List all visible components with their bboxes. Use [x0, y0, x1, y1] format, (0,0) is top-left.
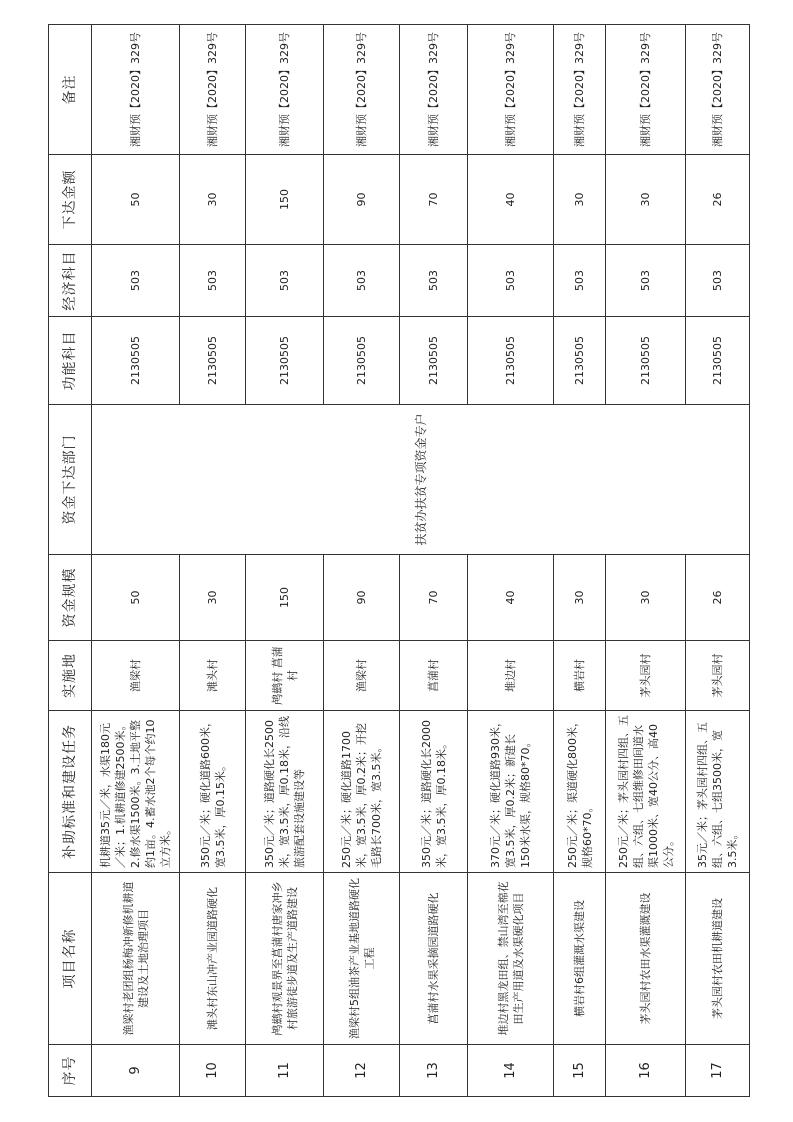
project-place: 横岩村: [553, 641, 605, 711]
header-cell: 经济科目: [48, 245, 91, 317]
project-task: 35元／米；茅头园村四组、五组、六组、七组3500米，宽3.5米。: [685, 711, 749, 873]
economic-code: 503: [179, 245, 245, 317]
remark: 湘财预【2020】329号: [685, 25, 749, 155]
fund-scale: 30: [553, 555, 605, 641]
project-task: 机耕道35元／米，水渠180元／米；1.机耕道修建2500米。2.修水渠1500米。3.土地平整约1亩。4.蓄水池2个每个约10立方米。: [91, 711, 179, 873]
economic-code: 503: [467, 245, 553, 317]
table-row: [553, 25, 605, 1097]
row-number: 14: [467, 1045, 553, 1097]
function-code: 2130505: [467, 317, 553, 405]
fund-scale: 30: [605, 555, 685, 641]
economic-code: 503: [553, 245, 605, 317]
allocated-amount: 90: [323, 155, 399, 245]
economic-code: 503: [685, 245, 749, 317]
project-place: 滩头村: [179, 641, 245, 711]
funding-department: 扶贫办扶贫专项资金专户: [91, 405, 749, 555]
allocated-amount: 30: [605, 155, 685, 245]
remark: 湘财预【2020】329号: [605, 25, 685, 155]
project-task: 250元／米；硬化道路1700米，宽3.5米，厚0.2米；开挖毛路长700米，宽3.5米。: [323, 711, 399, 873]
remark: 湘财预【2020】329号: [179, 25, 245, 155]
project-place: 渔梁村: [91, 641, 179, 711]
table-row: [467, 25, 553, 1097]
header-cell: 资金下达部门: [48, 405, 91, 555]
fund-scale: 30: [179, 555, 245, 641]
table-row: [323, 25, 399, 1097]
project-fund-table: [48, 24, 750, 1097]
project-name: 渔梁村5组油茶产业基地道路硬化工程: [323, 873, 399, 1045]
header-row: [48, 25, 91, 1097]
project-name: 鸬鹚村观景界至菖蒲村唐家冲乡村旅游徒步道及生产道路建设: [245, 873, 323, 1045]
economic-code: 503: [91, 245, 179, 317]
table-row: [399, 25, 467, 1097]
project-task: 370元／米；硬化道路930米，宽3.5米，厚0.2米；新建长150米水渠，规格80*70。: [467, 711, 553, 873]
project-place: 渔梁村: [323, 641, 399, 711]
table-row: [91, 25, 179, 1097]
allocated-amount: 40: [467, 155, 553, 245]
remark: 湘财预【2020】329号: [399, 25, 467, 155]
allocated-amount: 30: [553, 155, 605, 245]
function-code: 2130505: [685, 317, 749, 405]
allocated-amount: 70: [399, 155, 467, 245]
project-place: 茅头园村: [605, 641, 685, 711]
project-name: 菖蒲村水果采摘园道路硬化: [399, 873, 467, 1045]
remark: 湘财预【2020】329号: [467, 25, 553, 155]
header-cell: 资金规模: [48, 555, 91, 641]
table-row: [245, 25, 323, 1097]
allocated-amount: 30: [179, 155, 245, 245]
header-cell: 序号: [48, 1045, 91, 1097]
header-cell: 实施地: [48, 641, 91, 711]
project-place: 堆边村: [467, 641, 553, 711]
economic-code: 503: [605, 245, 685, 317]
header-cell: 功能科目: [48, 317, 91, 405]
table-row: [179, 25, 245, 1097]
project-place: 菖蒲村: [399, 641, 467, 711]
function-code: 2130505: [245, 317, 323, 405]
project-name: 滩头村东山冲产业园道路硬化: [179, 873, 245, 1045]
project-task: 250元／米；茅头园村四组、五组、六组、七组维修田间道水渠1000米、宽40公分、高40公分。: [605, 711, 685, 873]
fund-scale: 90: [323, 555, 399, 641]
table-row: [605, 25, 685, 1097]
project-place: 鸬鹚村 菖蒲村: [245, 641, 323, 711]
header-cell: 备注: [48, 25, 91, 155]
economic-code: 503: [399, 245, 467, 317]
function-code: 2130505: [605, 317, 685, 405]
function-code: 2130505: [399, 317, 467, 405]
economic-code: 503: [245, 245, 323, 317]
table-row: [685, 25, 749, 1097]
row-number: 12: [323, 1045, 399, 1097]
fund-scale: 40: [467, 555, 553, 641]
header-cell: 补助标准和建设任务: [48, 711, 91, 873]
function-code: 2130505: [91, 317, 179, 405]
row-number: 16: [605, 1045, 685, 1097]
row-number: 11: [245, 1045, 323, 1097]
remark: 湘财预【2020】329号: [245, 25, 323, 155]
project-name: 茅头园村农田水渠灌溉建设: [605, 873, 685, 1045]
row-number: 9: [91, 1045, 179, 1097]
allocated-amount: 150: [245, 155, 323, 245]
row-number: 15: [553, 1045, 605, 1097]
function-code: 2130505: [179, 317, 245, 405]
remark: 湘财预【2020】329号: [553, 25, 605, 155]
fund-scale: 26: [685, 555, 749, 641]
header-cell: 项目名称: [48, 873, 91, 1045]
allocated-amount: 50: [91, 155, 179, 245]
row-number: 13: [399, 1045, 467, 1097]
function-code: 2130505: [323, 317, 399, 405]
project-name: 横岩村6组灌溉水渠建设: [553, 873, 605, 1045]
project-name: 茅头园村农田机耕道建设: [685, 873, 749, 1045]
header-cell: 下达金额: [48, 155, 91, 245]
project-place: 茅头园村: [685, 641, 749, 711]
row-number: 17: [685, 1045, 749, 1097]
remark: 湘财预【2020】329号: [323, 25, 399, 155]
allocated-amount: 26: [685, 155, 749, 245]
project-task: 350元／米；道路硬化长2500米，宽3.5米，厚0.18米，沿线旅游配套设施建设等: [245, 711, 323, 873]
function-code: 2130505: [553, 317, 605, 405]
project-name: 堆边村黑龙田组、禁山湾至棉花田生产用道及水渠硬化项目: [467, 873, 553, 1045]
project-task: 350元／米；道路硬化长2000米，宽3.5米，厚0.18米。: [399, 711, 467, 873]
remark: 湘财预【2020】329号: [91, 25, 179, 155]
fund-scale: 70: [399, 555, 467, 641]
row-number: 10: [179, 1045, 245, 1097]
fund-scale: 50: [91, 555, 179, 641]
rotated-table-wrapper: [48, 25, 746, 1097]
project-name: 渔梁村老团组杨梅冲新修机耕道建设及土地治理项目: [91, 873, 179, 1045]
project-task: 350元／米；硬化道路600米，宽3.5米，厚0.15米。: [179, 711, 245, 873]
economic-code: 503: [323, 245, 399, 317]
fund-scale: 150: [245, 555, 323, 641]
project-task: 250元／米；渠道硬化800米，规格60*70。: [553, 711, 605, 873]
